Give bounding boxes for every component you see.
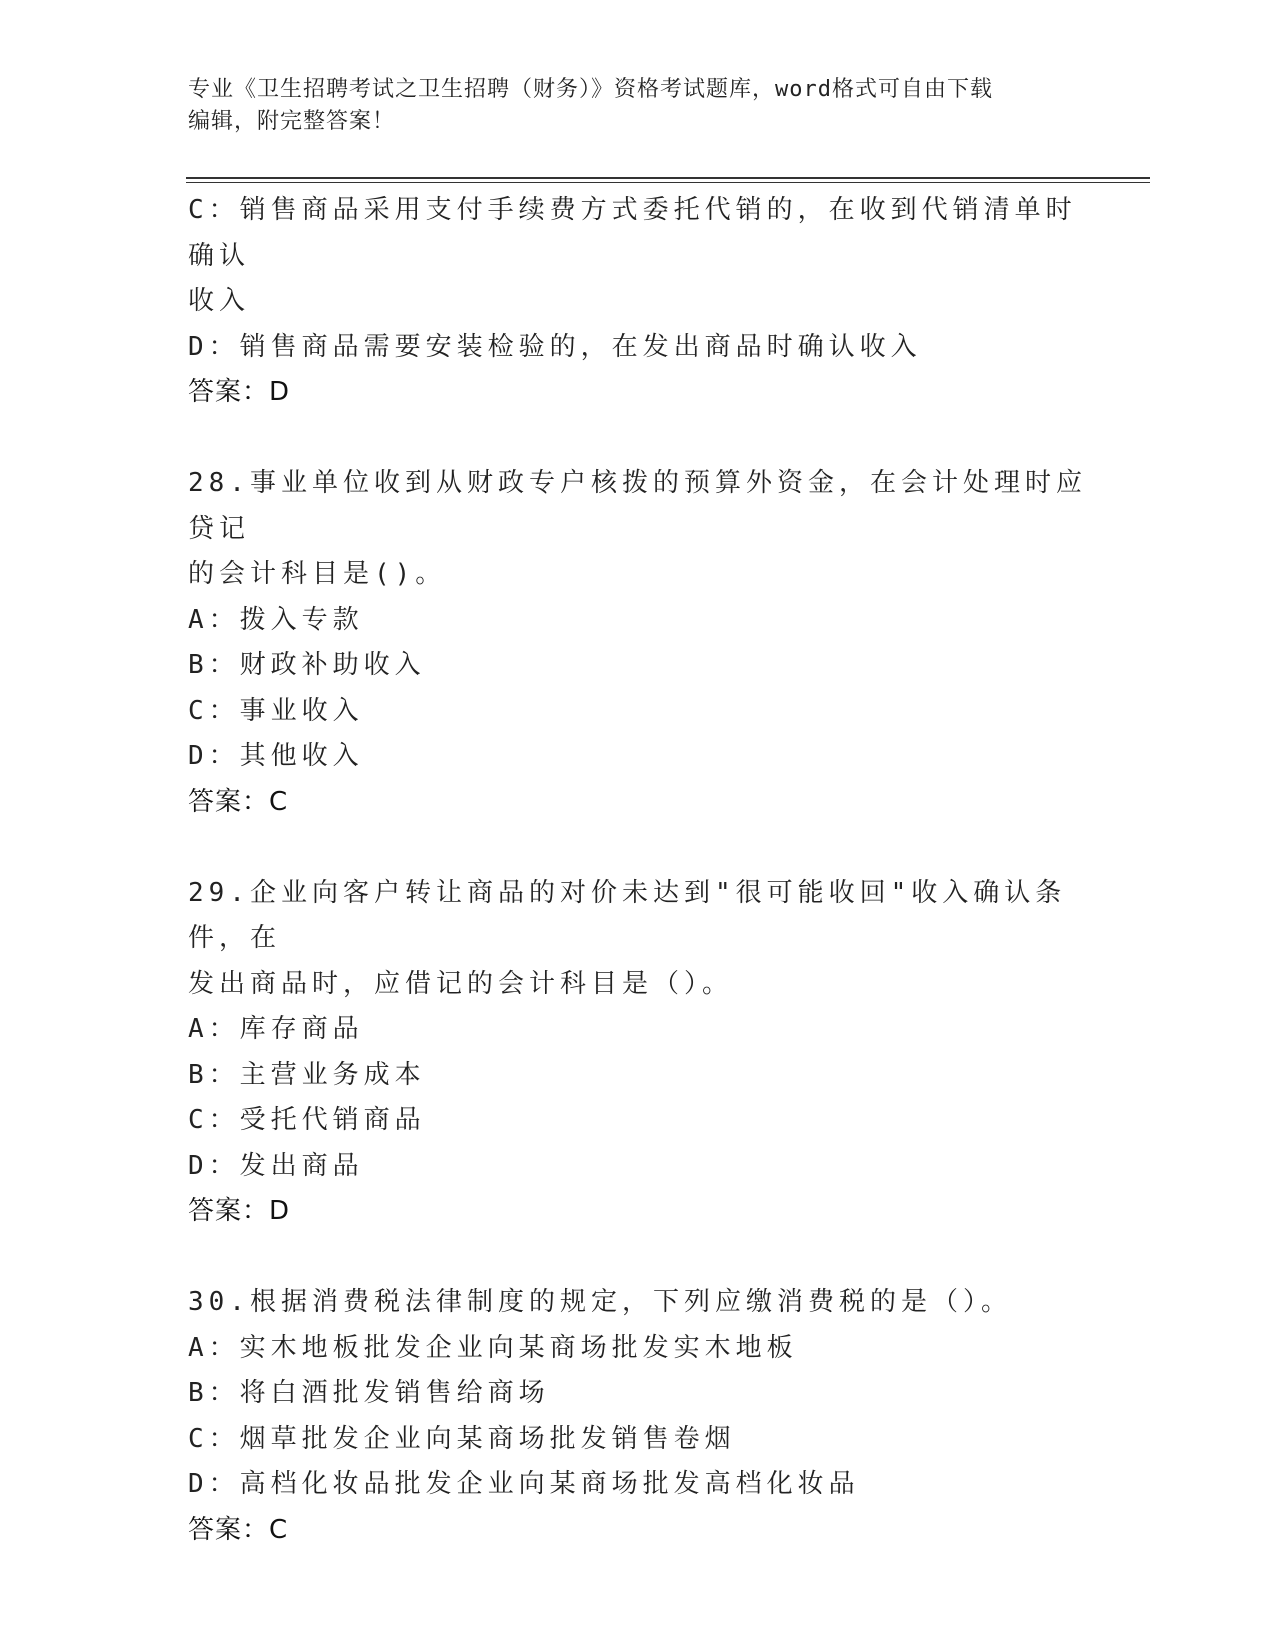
option-b: B：财政补助收入 (188, 650, 426, 680)
option-a: A：拨入专款 (188, 604, 364, 635)
option-c: C：烟草批发企业向某商场批发销售卷烟 (188, 1423, 736, 1454)
answer: 答案：C (188, 786, 289, 817)
question-30 (188, 1280, 1088, 1553)
question-stem-line-1: 29.企业向客户转让商品的对价未达到"很可能收回"收入确认条件，在 (188, 877, 1067, 953)
question-stem-line-1: 30.根据消费税法律制度的规定，下列应缴消费税的是（）。 (188, 1287, 1012, 1317)
option-b: B：将白酒批发销售给商场 (188, 1378, 550, 1408)
question-stem-line-2: 发出商品时，应借记的会计科目是（）。 (188, 968, 734, 999)
header-divider-thin (186, 182, 1150, 183)
option-c: C：事业收入 (188, 695, 364, 726)
document-header (188, 74, 1068, 138)
answer: 答案：C (188, 1514, 289, 1545)
question-28 (188, 461, 1088, 825)
spacer (188, 825, 1088, 871)
option-d: D：销售商品需要安装检验的，在发出商品时确认收入 (188, 331, 922, 362)
option-c-line-1: C：销售商品采用支付手续费方式委托代销的，在收到代销清单时确认 (188, 195, 1077, 271)
question-stem-line-1: 28.事业单位收到从财政专户核拨的预算外资金，在会计处理时应贷记 (188, 468, 1087, 544)
option-a: A：实木地板批发企业向某商场批发实木地板 (188, 1332, 798, 1363)
question-stem-line-2: 的会计科目是()。 (188, 559, 447, 589)
option-d: D：发出商品 (188, 1150, 364, 1181)
header-intro-line-2: 编辑，附完整答案！ (188, 109, 396, 134)
answer: 答案：D (188, 377, 291, 407)
spacer (188, 1235, 1088, 1281)
question-29 (188, 871, 1088, 1235)
option-d: D：高档化妆品批发企业向某商场批发高档化妆品 (188, 1469, 860, 1499)
answer: 答案：D (188, 1196, 291, 1226)
header-divider-thick (186, 177, 1150, 179)
question-27-continued (188, 188, 1088, 416)
option-a: A：库存商品 (188, 1014, 364, 1044)
option-c: C：受托代销商品 (188, 1105, 426, 1135)
spacer (188, 416, 1088, 462)
option-c-line-2: 收入 (188, 286, 251, 316)
option-b: B：主营业务成本 (188, 1059, 426, 1090)
header-intro-line-1: 专业《卫生招聘考试之卫生招聘（财务）》资格考试题库，word格式可自由下载 (188, 77, 993, 102)
option-d: D：其他收入 (188, 741, 364, 771)
question-list (188, 188, 1088, 1553)
